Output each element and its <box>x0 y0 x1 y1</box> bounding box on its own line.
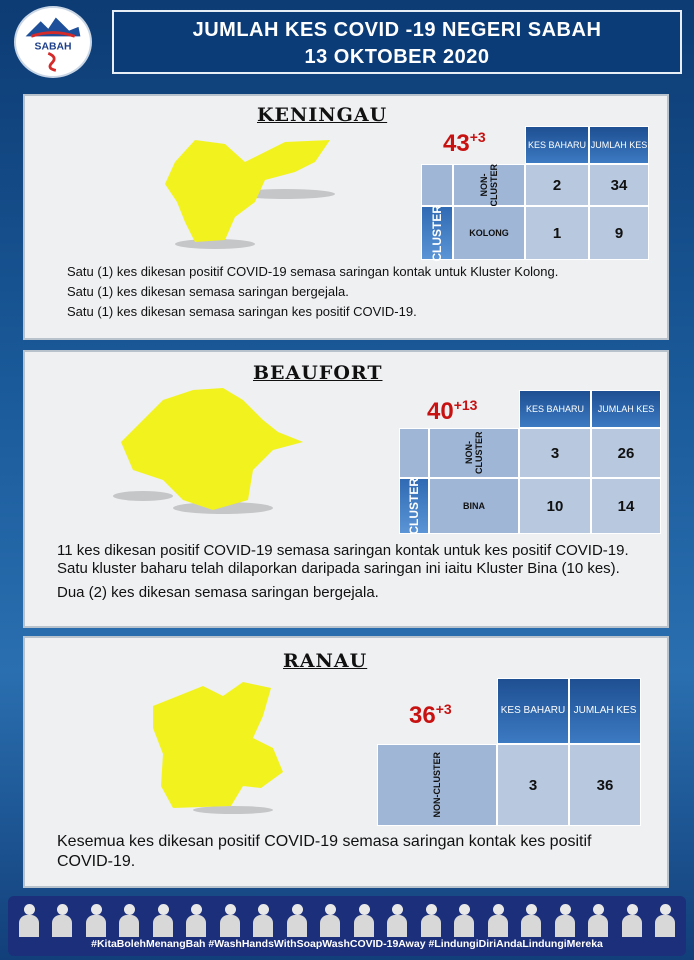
header-jumlah-kes: JUMLAH KES <box>569 678 641 744</box>
ranau-map-icon <box>143 676 293 816</box>
non-cluster-kes-baharu: 2 <box>525 164 589 206</box>
increase-value: +3 <box>469 129 486 145</box>
title-line-1: JUMLAH KES COVID -19 NEGERI SABAH <box>192 19 602 41</box>
cluster-side <box>421 206 453 260</box>
beaufort-panel <box>23 350 669 628</box>
non-cluster-text: NON-CLUSTER <box>432 752 442 818</box>
person-icon <box>18 902 40 938</box>
district-title: RANAU <box>283 650 368 672</box>
person-icon <box>118 902 140 938</box>
keningau-panel <box>23 94 669 340</box>
header-kes-baharu: KES BAHARU <box>519 390 591 428</box>
footer-banner <box>8 896 686 956</box>
person-icon <box>453 902 475 938</box>
case-table <box>421 126 651 272</box>
cluster-jumlah-kes: 14 <box>591 478 661 534</box>
person-icon <box>420 902 442 938</box>
header-jumlah-kes: JUMLAH KES <box>589 126 649 164</box>
note-1: Kesemua kes dikesan positif COVID-19 semasa saringan kontak kes positif COVID-19. <box>57 833 592 870</box>
non-cluster-label <box>453 164 525 206</box>
person-icon <box>219 902 241 938</box>
person-icon <box>554 902 576 938</box>
person-icon <box>319 902 341 938</box>
person-icon <box>51 902 73 938</box>
cluster-jumlah-kes: 9 <box>589 206 649 260</box>
total-value: 36 <box>409 702 436 729</box>
notes <box>67 264 627 320</box>
notes <box>57 832 647 872</box>
header-kes-baharu: KES BAHARU <box>497 678 569 744</box>
header-jumlah-kes: JUMLAH KES <box>591 390 661 428</box>
non-cluster-label <box>377 744 497 826</box>
cluster-name: BINA <box>429 478 519 534</box>
non-cluster-label <box>429 428 519 478</box>
person-icon <box>386 902 408 938</box>
person-icon <box>286 902 308 938</box>
frontliners-illustration <box>12 898 682 938</box>
person-icon <box>487 902 509 938</box>
person-icon <box>185 902 207 938</box>
sabah-emblem-icon <box>16 8 90 76</box>
non-cluster-side <box>421 164 453 206</box>
cluster-text: CLUSTER <box>407 477 421 535</box>
ranau-panel <box>23 636 669 888</box>
increase-value: +3 <box>435 701 452 717</box>
person-icon <box>654 902 676 938</box>
total-value: 40 <box>427 398 454 425</box>
person-icon <box>587 902 609 938</box>
cluster-kes-baharu: 10 <box>519 478 591 534</box>
keningau-map-icon <box>155 132 355 252</box>
beaufort-map-icon <box>103 380 303 520</box>
case-table <box>377 678 667 828</box>
hashtags: #KitaBolehMenangBah #WashHandsWithSoapWashCOVID-19Away #LindungiDiriAndaLindungiMereka <box>91 938 603 950</box>
note-1: 11 kes dikesan positif COVID-19 semasa saringan kontak untuk kes positif COVID-19. Satu kluster baharu telah dilaporkan daripada saringan ini iaitu Kluster Bina (10 kes). <box>57 542 629 577</box>
person-icon <box>85 902 107 938</box>
non-cluster-jumlah-kes: 36 <box>569 744 641 826</box>
increase-value: +13 <box>453 397 478 413</box>
cluster-kes-baharu: 1 <box>525 206 589 260</box>
logo-text: SABAH <box>34 41 72 53</box>
total-value: 43 <box>443 130 470 157</box>
district-title: KENINGAU <box>257 104 388 126</box>
cluster-text: CLUSTER <box>430 204 444 262</box>
note-1: Satu (1) kes dikesan positif COVID-19 semasa saringan kontak untuk Kluster Kolong. <box>67 264 559 279</box>
sabah-logo <box>14 6 92 78</box>
header-kes-baharu: KES BAHARU <box>525 126 589 164</box>
person-icon <box>152 902 174 938</box>
cluster-name: KOLONG <box>453 206 525 260</box>
person-icon <box>621 902 643 938</box>
non-cluster-text: NON-CLUSTER <box>479 163 499 207</box>
note-2: Dua (2) kes dikesan semasa saringan bergejala. <box>57 584 379 601</box>
non-cluster-kes-baharu: 3 <box>497 744 569 826</box>
person-icon <box>252 902 274 938</box>
person-icon <box>353 902 375 938</box>
note-2: Satu (1) kes dikesan semasa saringan bergejala. <box>67 284 349 299</box>
page-title <box>112 10 682 74</box>
note-3: Satu (1) kes dikesan semasa saringan kes positif COVID-19. <box>67 304 417 319</box>
title-date: 13 OKTOBER 2020 <box>304 46 490 68</box>
non-cluster-side <box>399 428 429 478</box>
person-icon <box>520 902 542 938</box>
non-cluster-jumlah-kes: 34 <box>589 164 649 206</box>
non-cluster-kes-baharu: 3 <box>519 428 591 478</box>
notes <box>57 542 651 602</box>
non-cluster-jumlah-kes: 26 <box>591 428 661 478</box>
district-title: BEAUFORT <box>253 362 383 384</box>
non-cluster-text: NON-CLUSTER <box>464 431 484 475</box>
cluster-side <box>399 478 429 534</box>
case-table <box>399 390 669 538</box>
